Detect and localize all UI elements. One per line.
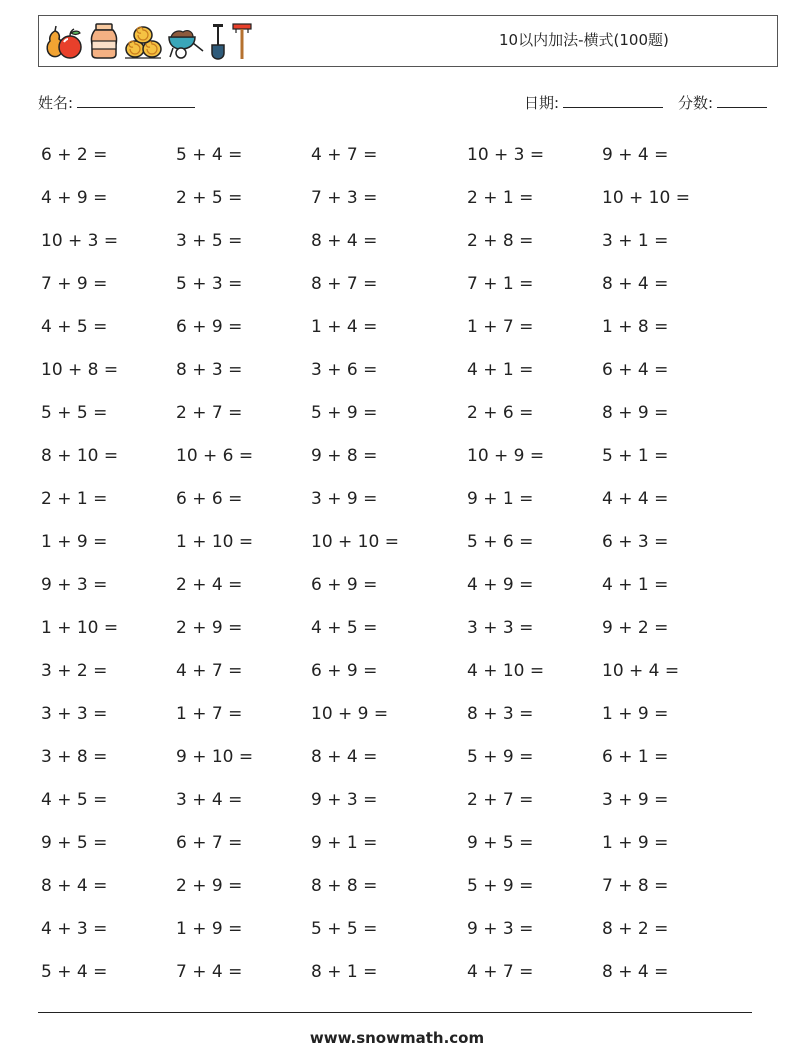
problem-item: 3 + 9 = (311, 489, 378, 509)
problem-item: 4 + 5 = (311, 618, 378, 638)
problem-item: 4 + 7 = (467, 962, 534, 982)
problem-item: 1 + 7 = (176, 704, 243, 724)
problem-item: 1 + 9 = (41, 532, 108, 552)
problem-item: 8 + 3 = (176, 360, 243, 380)
problem-item: 3 + 3 = (467, 618, 534, 638)
problem-item: 1 + 9 = (602, 704, 669, 724)
problem-item: 8 + 10 = (41, 446, 119, 466)
problem-item: 6 + 9 = (311, 575, 378, 595)
problem-item: 6 + 9 = (311, 661, 378, 681)
problem-item: 3 + 6 = (311, 360, 378, 380)
date-label: 日期: (524, 94, 560, 112)
problem-item: 8 + 2 = (602, 919, 669, 939)
footer-divider (38, 1012, 752, 1013)
problem-item: 8 + 8 = (311, 876, 378, 896)
problem-item: 2 + 8 = (467, 231, 534, 251)
problem-item: 6 + 2 = (41, 145, 108, 165)
problem-item: 8 + 4 = (311, 231, 378, 251)
problem-item: 2 + 9 = (176, 618, 243, 638)
problem-item: 5 + 9 = (467, 876, 534, 896)
problem-item: 10 + 8 = (41, 360, 119, 380)
problem-item: 5 + 5 = (311, 919, 378, 939)
problem-item: 9 + 3 = (41, 575, 108, 595)
problem-item: 4 + 4 = (602, 489, 669, 509)
problem-item: 7 + 9 = (41, 274, 108, 294)
problem-item: 5 + 3 = (176, 274, 243, 294)
problem-item: 10 + 3 = (467, 145, 545, 165)
problem-item: 6 + 9 = (176, 317, 243, 337)
problem-item: 7 + 8 = (602, 876, 669, 896)
problem-item: 1 + 7 = (467, 317, 534, 337)
problem-item: 6 + 7 = (176, 833, 243, 853)
problem-item: 9 + 8 = (311, 446, 378, 466)
problem-item: 2 + 7 = (176, 403, 243, 423)
problem-item: 10 + 10 = (602, 188, 690, 208)
problem-item: 6 + 6 = (176, 489, 243, 509)
problem-item: 4 + 9 = (467, 575, 534, 595)
problem-item: 2 + 1 = (41, 489, 108, 509)
problem-item: 4 + 3 = (41, 919, 108, 939)
score-label: 分数: (678, 94, 714, 112)
problem-item: 9 + 1 = (311, 833, 378, 853)
problem-item: 7 + 3 = (311, 188, 378, 208)
problem-item: 2 + 6 = (467, 403, 534, 423)
problem-item: 8 + 4 = (602, 274, 669, 294)
name-label: 姓名: (38, 94, 74, 112)
problem-item: 10 + 4 = (602, 661, 680, 681)
problem-item: 4 + 5 = (41, 790, 108, 810)
problem-item: 8 + 1 = (311, 962, 378, 982)
problem-item: 4 + 5 = (41, 317, 108, 337)
problem-item: 4 + 9 = (41, 188, 108, 208)
problem-item: 6 + 3 = (602, 532, 669, 552)
problem-item: 7 + 4 = (176, 962, 243, 982)
problem-item: 1 + 4 = (311, 317, 378, 337)
problem-item: 5 + 4 = (176, 145, 243, 165)
problem-item: 1 + 10 = (41, 618, 119, 638)
problem-item: 8 + 7 = (311, 274, 378, 294)
problem-item: 3 + 8 = (41, 747, 108, 767)
problem-item: 10 + 9 = (311, 704, 389, 724)
problem-item: 9 + 5 = (467, 833, 534, 853)
problem-item: 6 + 1 = (602, 747, 669, 767)
problem-item: 5 + 5 = (41, 403, 108, 423)
problem-item: 10 + 3 = (41, 231, 119, 251)
problem-item: 1 + 10 = (176, 532, 254, 552)
footer-website: www.snowmath.com (309, 1029, 485, 1047)
problem-item: 4 + 7 = (311, 145, 378, 165)
problem-item: 10 + 6 = (176, 446, 254, 466)
problem-item: 8 + 4 = (41, 876, 108, 896)
problem-item: 9 + 4 = (602, 145, 669, 165)
problem-item: 9 + 5 = (41, 833, 108, 853)
problem-item: 8 + 4 = (602, 962, 669, 982)
problem-item: 5 + 4 = (41, 962, 108, 982)
problem-item: 5 + 9 = (467, 747, 534, 767)
problem-item: 10 + 9 = (467, 446, 545, 466)
problem-item: 2 + 7 = (467, 790, 534, 810)
problem-item: 6 + 4 = (602, 360, 669, 380)
problem-item: 3 + 3 = (41, 704, 108, 724)
problem-item: 5 + 1 = (602, 446, 669, 466)
problem-item: 5 + 6 = (467, 532, 534, 552)
problem-item: 9 + 10 = (176, 747, 254, 767)
problem-item: 8 + 4 = (311, 747, 378, 767)
problem-item: 3 + 2 = (41, 661, 108, 681)
problem-item: 5 + 9 = (311, 403, 378, 423)
problem-item: 1 + 9 = (602, 833, 669, 853)
problem-item: 10 + 10 = (311, 532, 399, 552)
problem-item: 4 + 7 = (176, 661, 243, 681)
problem-item: 2 + 9 = (176, 876, 243, 896)
problem-item: 3 + 4 = (176, 790, 243, 810)
problem-item: 4 + 1 = (467, 360, 534, 380)
problem-item: 3 + 5 = (176, 231, 243, 251)
problem-item: 2 + 1 = (467, 188, 534, 208)
problem-item: 8 + 9 = (602, 403, 669, 423)
problem-item: 4 + 10 = (467, 661, 545, 681)
problem-item: 7 + 1 = (467, 274, 534, 294)
problem-item: 9 + 2 = (602, 618, 669, 638)
problem-item: 3 + 9 = (602, 790, 669, 810)
problem-item: 3 + 1 = (602, 231, 669, 251)
problem-item: 4 + 1 = (602, 575, 669, 595)
problem-item: 9 + 3 = (467, 919, 534, 939)
problem-item: 2 + 4 = (176, 575, 243, 595)
problem-item: 9 + 1 = (467, 489, 534, 509)
problem-item: 1 + 8 = (602, 317, 669, 337)
problem-item: 1 + 9 = (176, 919, 243, 939)
problem-item: 2 + 5 = (176, 188, 243, 208)
worksheet-title: 10以内加法-横式(100题) (499, 31, 669, 49)
problem-item: 8 + 3 = (467, 704, 534, 724)
problem-item: 9 + 3 = (311, 790, 378, 810)
